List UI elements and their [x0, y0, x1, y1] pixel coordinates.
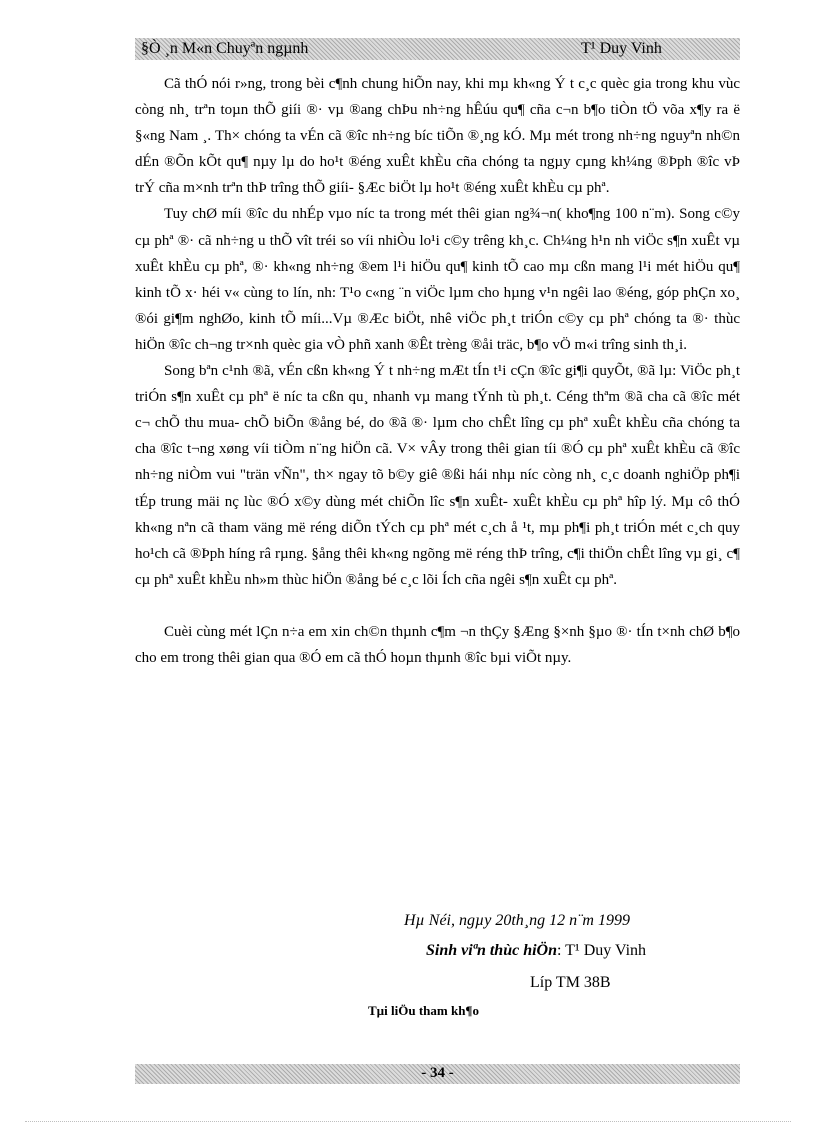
performer-separator: : [556, 942, 562, 959]
body-text [135, 71, 740, 671]
performer-name: T¹ Duy Vinh [565, 942, 647, 959]
paragraph-spacer [135, 593, 740, 619]
page-number: - 34 - [421, 1065, 454, 1081]
paragraph-2: Tuy chØ míi ®îc du nhÉp vµo níc ta trong mét thêi gian ng¾¬n( kho¶ng 100 n¨m). Song c©y cµ phª ®· cã nh÷ng u thÕ vît tréi so víi nhiÒu lo¹i c©y trêng kh¸c. Ch¼ng h¹n nh viÖc s¶n xuÊt vµ xuÊt khÈu cµ phª, ®· kh«ng nh÷ng ®em l¹i hiÖu qu¶ kinh tÕ cao mµ cßn mang l¹i mét hiÖu qu¶ kinh tÕ x· héi v« cùng to lín, nh: T¹o c«ng ¨n viÖc lµm cho hµng v¹n ngêi lao ®éng, góp phÇn xo¸ ®ói gi¶m nghØo, kinh tÕ míi...Vµ ®Æc biÖt, nhê viÖc ph¸t triÓn c©y cµ phª chóng ta ®· thùc hiÖn ®îc ch¬ng tr×nh quèc gia vÒ phñ xanh ®Êt trèng ®åi träc, b¶o vÖ m«i trîng sinh th¸i. [135, 206, 740, 353]
signature-date: Hµ Néi, ngµy 20th¸ng 12 n¨m 1999 [404, 912, 630, 929]
header-author: T¹ Duy Vinh [581, 40, 662, 57]
paragraph-acknowledgement: Cuèi cùng mét lÇn n÷a em xin ch©n thµnh c¶m ¬n thÇy §Æng §×nh §µo ®· tÍn t×nh chØ b¶o cho em trong thêi gian qua ®Ó em cã thÓ hoµn thµnh ®îc bµi viÕt nµy. [135, 623, 740, 666]
page-header [135, 38, 740, 60]
page-bottom-divider [25, 1121, 791, 1122]
references-title: Tµi liÖu tham kh¶o [368, 1003, 479, 1018]
page-footer [135, 1064, 740, 1084]
header-course-title: §Ò ¸n M«n Chuyªn ngµnh [141, 40, 309, 57]
signature-block [0, 912, 816, 1002]
signature-class: Líp TM 38B [530, 974, 611, 991]
performer-label: Sinh viªn thùc hiÖn [426, 942, 557, 959]
paragraph-3: Song bªn c¹nh ®ã, vÉn cßn kh«ng Ý t nh÷ng mÆt tÍn t¹i cÇn ®îc gi¶i quyÕt, ®ã lµ: ViÖc ph¸t triÓn s¶n xuÊt cµ phª ë níc ta cßn qu¸ nhanh vµ mang tÝnh tù ph¸t. Céng thªm ®ã cha cã ®îc mét c¬ chÕ thu mua- chÕ biÕn ®ång bé, do ®ã ®· lµm cho chÊt lîng cµ phª xuÊt khÈu cña chóng ta cha ®îc t¬ng xøng víi tiÒm n¨ng hiÖn cã. V× vÂy trong thêi gian tíi ®Ó cµ phª xuÊt khÈu cã ®îc nh÷ng niÒm vui "trän vÑn", th× ngay tõ b©y giê ®ßi hái nhµ níc còng nh¸ c¸c doanh nghiÖp ph¶i tÉp trung mäi nç lùc ®Ó x©y dùng mét chiÕn lîc s¶n xuÊt- xuÊt khÈu cµ phª hîp lý. Mµ cô thÓ kh«ng nªn cã tham väng më réng diÕn tÝch cµ phª mét c¸ch å ¹t, mµ ph¶i ph¸t triÓn mét c¸ch quy ho¹ch cã ®Þph híng râ rµng. §ång thêi kh«ng ngõng më réng thÞ trîng, c¶i thiÖn chÊt lîng vµ gi¸ c¶ cµ phª xuÊt khÈu nh»m thùc hiÖn ®ång bé c¸c lõi Ích cña ngêi s¶n xuÊt cµ phª. [135, 363, 740, 588]
signature-performer [426, 942, 646, 960]
paragraph-1: Cã thÓ nói r»ng, trong bèi c¶nh chung hiÕn nay, khi mµ kh«ng Ý t c¸c quèc gia trong khu vùc còng nh¸ trªn toµn thÕ giíi ®· vµ ®ang chÞu nh÷ng hÊúu qu¶ cña c¬n b¶o tiÒn tÖ võa x¶y ra ë §«ng Nam ¸. Th× chóng ta vÉn cã ®îc nh÷ng bíc tiÕn ®¸ng kÓ. Mµ mét trong nh÷ng nguyªn nh©n dÉn ®Õn kÕt qu¶ nµy lµ do ho¹t ®éng xuÊt khÈu cña chóng ta ngµy cµng kh¼ng ®Þph ®îc vÞ trÝ cña m×nh trªn thÞ trîng thÕ giíi- §Æc biÖt lµ ho¹t ®éng xuÊt khÈu cµ phª. [135, 76, 740, 197]
